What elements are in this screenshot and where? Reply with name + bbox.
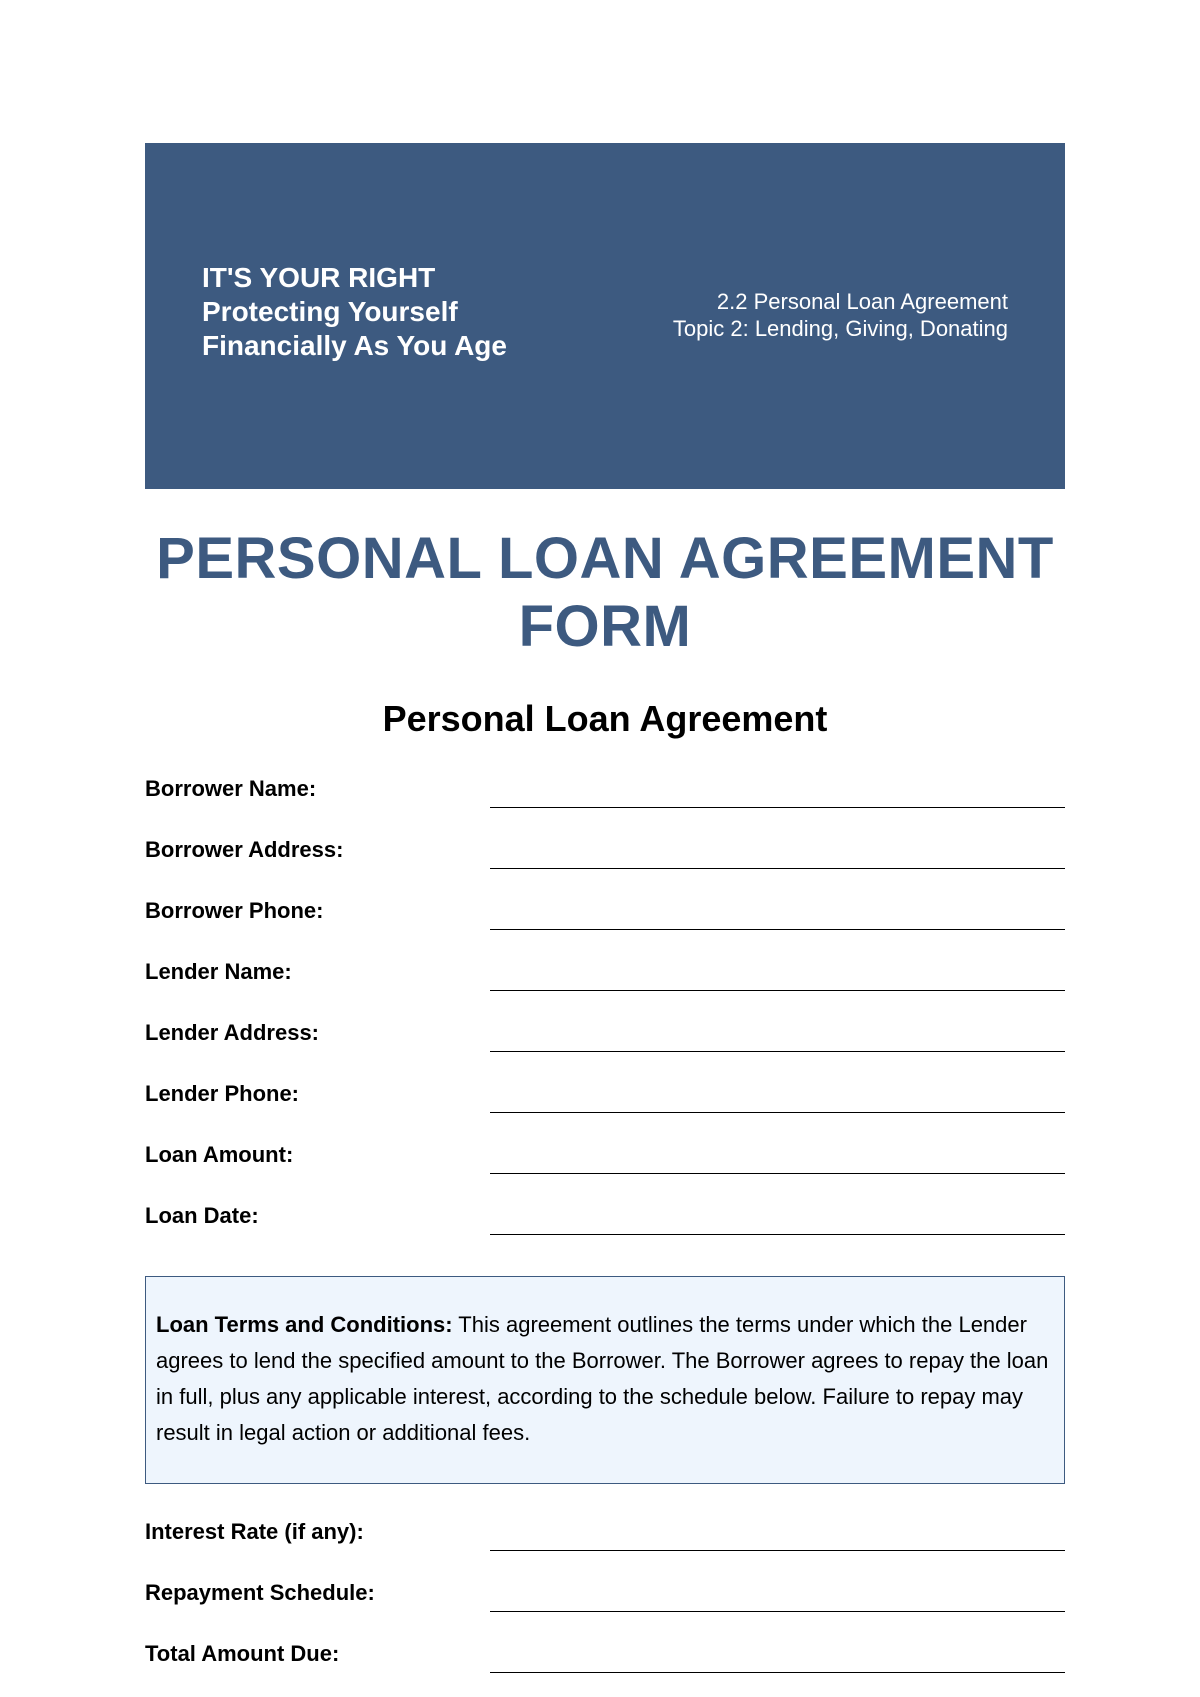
form-field-row — [145, 1194, 1065, 1255]
banner-left-line: Financially As You Age — [202, 330, 507, 361]
interest-rate-field[interactable] — [490, 1550, 1065, 1551]
page-title — [145, 525, 1065, 661]
banner-topic-info — [673, 288, 1008, 342]
party-details-section — [145, 767, 1065, 1255]
terms-heading: Loan Terms and Conditions: — [156, 1312, 453, 1337]
field-label: Borrower Address: — [145, 837, 344, 862]
page-title-line: FORM — [518, 594, 692, 659]
field-label: Lender Name: — [145, 959, 292, 984]
form-field-row — [145, 1510, 1065, 1571]
form-field-row — [145, 950, 1065, 1011]
form-field-row — [145, 1571, 1065, 1632]
loan-date-field[interactable] — [490, 1234, 1065, 1235]
form-field-row — [145, 767, 1065, 828]
borrower-phone-field[interactable] — [490, 929, 1065, 930]
form-field-row — [145, 828, 1065, 889]
lender-address-field[interactable] — [490, 1051, 1065, 1052]
lender-phone-field[interactable] — [490, 1112, 1065, 1113]
terms-box — [145, 1276, 1065, 1484]
banner-left-line: IT'S YOUR RIGHT — [202, 262, 436, 293]
form-field-row — [145, 889, 1065, 950]
banner-left-line: Protecting Yourself — [202, 296, 458, 327]
borrower-name-field[interactable] — [490, 807, 1065, 808]
form-subtitle: Personal Loan Agreement — [382, 698, 828, 739]
field-label: Lender Phone: — [145, 1081, 300, 1106]
form-field-row — [145, 1072, 1065, 1133]
document-page — [145, 143, 1065, 1693]
field-label: Repayment Schedule: — [145, 1580, 375, 1605]
header-banner — [145, 143, 1065, 489]
repayment-schedule-field[interactable] — [490, 1611, 1065, 1612]
field-label: Loan Amount: — [145, 1142, 294, 1167]
field-label: Loan Date: — [145, 1203, 259, 1228]
loan-amount-field[interactable] — [490, 1173, 1065, 1174]
form-field-row — [145, 1011, 1065, 1072]
banner-right-line: Topic 2: Lending, Giving, Donating — [672, 316, 1008, 341]
lender-name-field[interactable] — [490, 990, 1065, 991]
field-label: Interest Rate (if any): — [145, 1519, 364, 1544]
banner-right-line: 2.2 Personal Loan Agreement — [716, 289, 1008, 314]
terms-body: This agreement outlines the terms under which the Lender agrees to lend the specified amount to the Borrower. The Borrower agrees to repay the loan in full, plus any applicable interest, according to the schedule below. Failure to repay may result in legal action or additional fees. — [156, 1312, 1049, 1445]
repayment-section — [145, 1510, 1065, 1693]
page-title-line: PERSONAL LOAN AGREEMENT — [156, 526, 1054, 591]
field-label: Borrower Name: — [145, 776, 317, 801]
field-label: Total Amount Due: — [145, 1641, 340, 1666]
borrower-address-field[interactable] — [490, 868, 1065, 869]
field-label: Lender Address: — [145, 1020, 320, 1045]
banner-series-title — [202, 261, 507, 363]
form-field-row — [145, 1133, 1065, 1194]
form-field-row — [145, 1632, 1065, 1693]
total-amount-due-field[interactable] — [490, 1672, 1065, 1673]
field-label: Borrower Phone: — [145, 898, 324, 923]
